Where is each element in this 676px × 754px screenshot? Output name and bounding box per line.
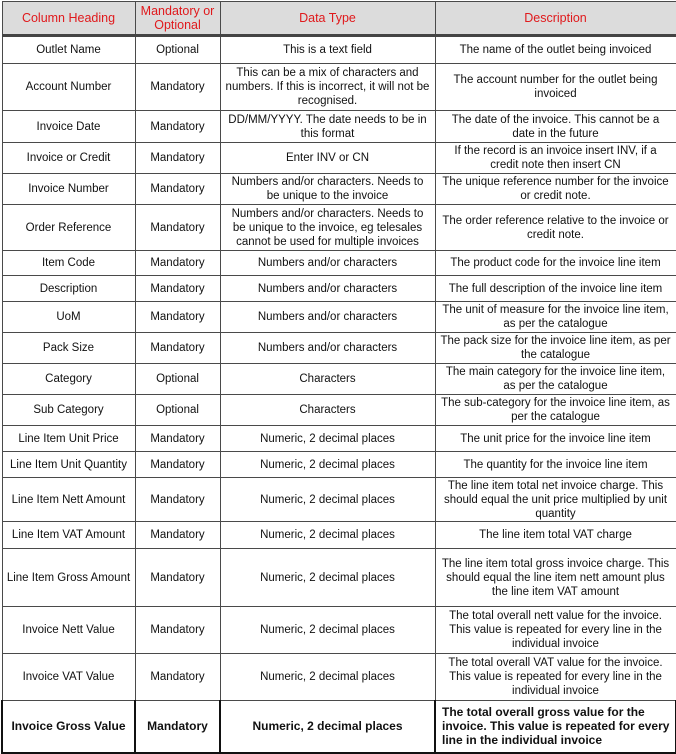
cell-description: The unit of measure for the invoice line item, as per the catalogue [435,302,676,333]
cell-requirement: Mandatory [135,143,220,174]
cell-requirement: Mandatory [135,64,220,111]
cell-requirement: Mandatory [135,701,220,753]
cell-description: The sub-category for the invoice line item, as per the catalogue [435,395,676,426]
table-row [2,549,676,607]
cell-description: The date of the invoice. This cannot be a date in the future [435,111,676,143]
cell-description: The total overall gross value for the invoice. This value is repeated for every line in the individual invoice [435,701,676,753]
cell-requirement: Mandatory [135,111,220,143]
cell-heading: Invoice or Credit [2,143,135,174]
table-row [2,205,676,251]
cell-description: The main category for the invoice line item, as per the catalogue [435,364,676,395]
cell-data-type: Numbers and/or characters. Needs to be unique to the invoice, eg telesales cannot be used for multiple invoices [220,205,435,251]
cell-description: If the record is an invoice insert INV, if a credit note then insert CN [435,143,676,174]
cell-data-type: Numbers and/or characters. Needs to be unique to the invoice [220,174,435,205]
cell-heading: Pack Size [2,333,135,364]
cell-requirement: Mandatory [135,333,220,364]
cell-data-type: Characters [220,364,435,395]
cell-data-type: Numeric, 2 decimal places [220,607,435,654]
cell-description: The name of the outlet being invoiced [435,36,676,64]
cell-heading: Line Item Gross Amount [2,549,135,607]
table-row [2,276,676,302]
cell-data-type: Numeric, 2 decimal places [220,701,435,753]
cell-heading: Line Item Unit Price [2,426,135,452]
cell-description: The product code for the invoice line item [435,251,676,276]
cell-requirement: Mandatory [135,205,220,251]
cell-data-type: Numeric, 2 decimal places [220,549,435,607]
header-row [2,2,676,36]
cell-requirement: Mandatory [135,426,220,452]
cell-requirement: Mandatory [135,174,220,205]
cell-data-type: DD/MM/YYYY. The date needs to be in this format [220,111,435,143]
cell-description: The total overall nett value for the invoice. This value is repeated for every line in the individual invoice [435,607,676,654]
cell-description: The full description of the invoice line item [435,276,676,302]
cell-description: The total overall VAT value for the invoice. This value is repeated for every line in the individual invoice [435,654,676,701]
cell-data-type: Numbers and/or characters [220,251,435,276]
cell-description: The order reference relative to the invoice or credit note. [435,205,676,251]
cell-data-type: Characters [220,395,435,426]
table-row [2,36,676,64]
cell-requirement: Mandatory [135,276,220,302]
cell-description: The line item total gross invoice charge. This should equal the line item nett amount plus the line item VAT amount [435,549,676,607]
table-row [2,364,676,395]
cell-heading: Account Number [2,64,135,111]
cell-heading: Invoice VAT Value [2,654,135,701]
table-row [2,478,676,522]
cell-heading: Line Item Nett Amount [2,478,135,522]
cell-heading: Sub Category [2,395,135,426]
table-row [2,701,676,753]
cell-requirement: Mandatory [135,251,220,276]
cell-description: The pack size for the invoice line item, as per the catalogue [435,333,676,364]
cell-data-type: Numeric, 2 decimal places [220,426,435,452]
cell-data-type: Enter INV or CN [220,143,435,174]
cell-requirement: Optional [135,395,220,426]
table-row [2,607,676,654]
cell-requirement: Optional [135,364,220,395]
cell-heading: Line Item Unit Quantity [2,452,135,478]
cell-heading: Description [2,276,135,302]
header-description: Description [435,2,676,36]
cell-data-type: This can be a mix of characters and numbers. If this is incorrect, it will not be recognised. [220,64,435,111]
table-row [2,452,676,478]
cell-requirement: Mandatory [135,607,220,654]
invoice-field-spec-table [1,1,676,754]
cell-heading: Order Reference [2,205,135,251]
cell-heading: Invoice Date [2,111,135,143]
cell-data-type: This is a text field [220,36,435,64]
table-row [2,522,676,549]
cell-data-type: Numbers and/or characters [220,276,435,302]
cell-data-type: Numeric, 2 decimal places [220,522,435,549]
cell-heading: Category [2,364,135,395]
cell-description: The line item total net invoice charge. This should equal the unit price multiplied by unit quantity [435,478,676,522]
table-row [2,302,676,333]
cell-requirement: Optional [135,36,220,64]
cell-description: The account number for the outlet being invoiced [435,64,676,111]
header-data-type: Data Type [220,2,435,36]
cell-heading: Invoice Gross Value [2,701,135,753]
cell-description: The unique reference number for the invoice or credit note. [435,174,676,205]
cell-data-type: Numeric, 2 decimal places [220,452,435,478]
table-row [2,174,676,205]
cell-data-type: Numbers and/or characters [220,333,435,364]
cell-data-type: Numbers and/or characters [220,302,435,333]
cell-data-type: Numeric, 2 decimal places [220,654,435,701]
table-row [2,333,676,364]
table-row [2,395,676,426]
cell-heading: Outlet Name [2,36,135,64]
cell-heading: Line Item VAT Amount [2,522,135,549]
cell-requirement: Mandatory [135,478,220,522]
cell-heading: Invoice Nett Value [2,607,135,654]
table-row [2,111,676,143]
table-row [2,426,676,452]
header-mandatory-optional: Mandatory or Optional [135,2,220,36]
cell-requirement: Mandatory [135,522,220,549]
table-row [2,143,676,174]
cell-requirement: Mandatory [135,452,220,478]
cell-heading: Invoice Number [2,174,135,205]
cell-heading: Item Code [2,251,135,276]
cell-description: The line item total VAT charge [435,522,676,549]
cell-heading: UoM [2,302,135,333]
table-row [2,64,676,111]
cell-data-type: Numeric, 2 decimal places [220,478,435,522]
cell-description: The quantity for the invoice line item [435,452,676,478]
cell-description: The unit price for the invoice line item [435,426,676,452]
table-row [2,654,676,701]
header-column-heading: Column Heading [2,2,135,36]
cell-requirement: Mandatory [135,654,220,701]
cell-requirement: Mandatory [135,302,220,333]
cell-requirement: Mandatory [135,549,220,607]
table-row [2,251,676,276]
